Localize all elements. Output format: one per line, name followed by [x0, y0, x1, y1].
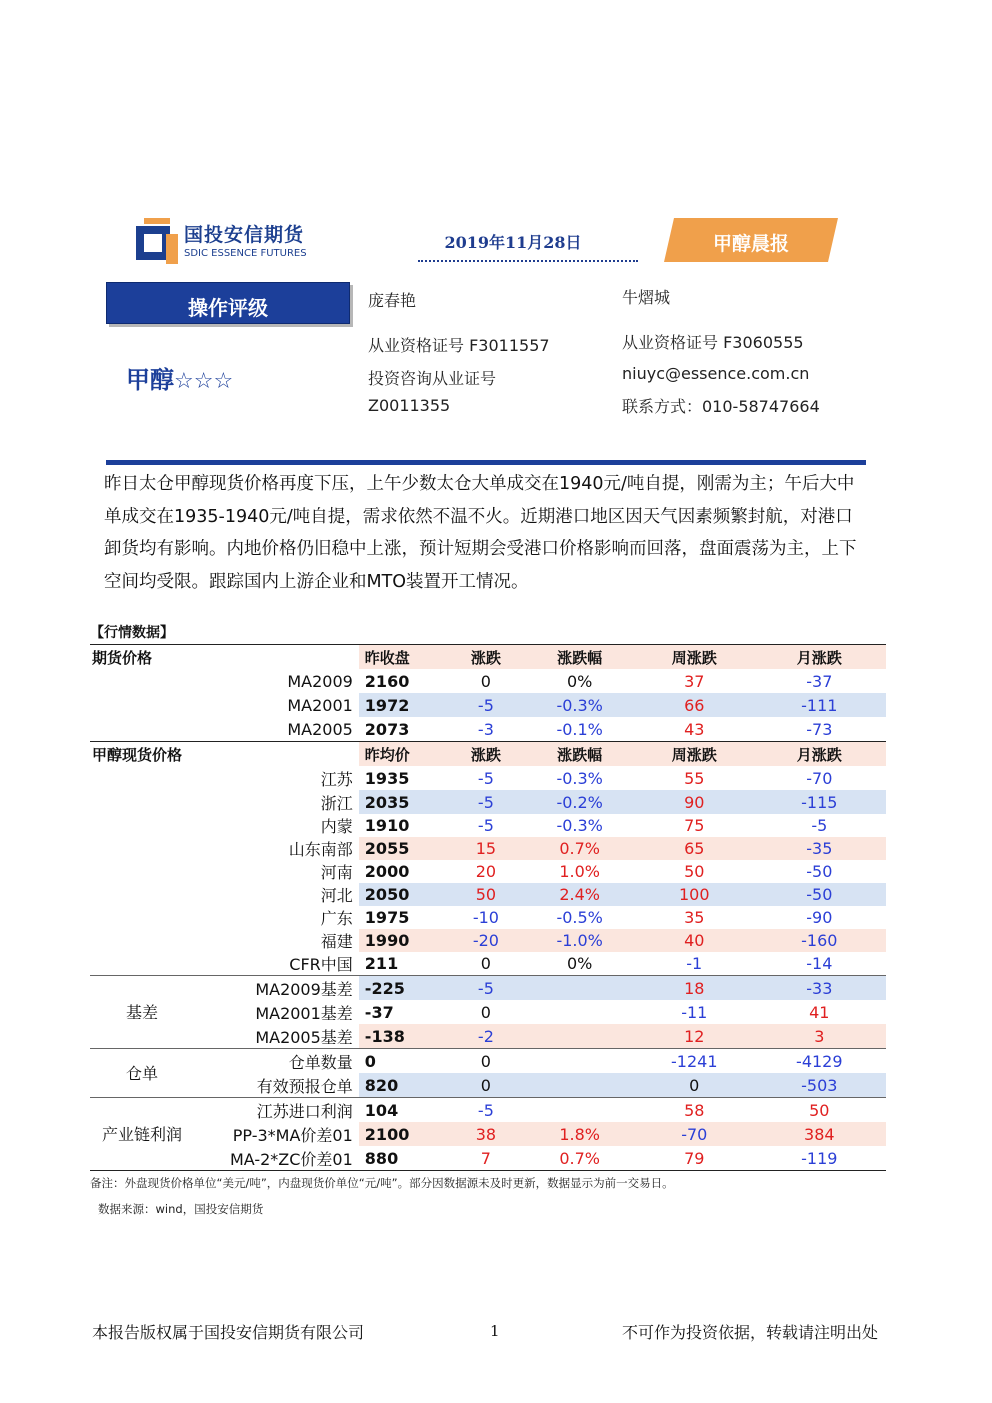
table-row: [90, 883, 886, 906]
table-row: [90, 976, 886, 1001]
row-label: MA2001: [287, 695, 353, 715]
row-change-c: -11: [681, 1002, 708, 1022]
row-label-text: MA2005基差: [255, 1027, 353, 1047]
row-change-b: 0%: [566, 954, 593, 973]
column-header: 周涨跌: [636, 742, 753, 767]
row-change-c: 50: [684, 862, 705, 881]
row-change-c: 75: [684, 816, 705, 835]
row-change-a: -5: [448, 976, 523, 1001]
row-change-d: -90: [806, 908, 833, 927]
analyst-2-phone: 联系方式：010-58747664: [622, 397, 820, 416]
row-change-b: -0.3%: [556, 768, 603, 788]
row-label: [90, 1073, 359, 1098]
column-header: 涨跌: [448, 645, 523, 670]
group-label: 基差: [125, 1003, 158, 1022]
row-change-c: 90: [636, 790, 753, 814]
star-rating-icon: ☆☆☆: [174, 369, 234, 394]
row-value: 2160: [364, 671, 410, 691]
row-change-c: 12: [636, 1024, 753, 1049]
rating-label: 操作评级: [188, 296, 268, 320]
column-header: 涨跌幅: [523, 742, 636, 767]
row-value: -138: [359, 1024, 449, 1049]
column-header: 昨收盘: [359, 645, 449, 670]
group-label: 产业链利润: [101, 1125, 182, 1144]
row-change-a: -5: [448, 790, 523, 814]
market-summary: 昨日太仓甲醇现货价格再度下压，上午少数太仓大单成交在1940元/吨自提，刚需为主；午后大中单成交在1935-1940元/吨自提，需求依然不温不火。近期港口地区因天气因素频繁封航，对港口卸货均有影响。内地价格仍旧稳中上涨，预计短期会受港口价格影响而回落，盘面震荡为主，上下空间均受限。跟踪国内上游企业和MTO装置开工情况。: [104, 474, 857, 592]
table-row: [90, 693, 886, 717]
table-header-row: [90, 645, 886, 670]
row-label-text: 有效预报仓单: [256, 1076, 353, 1096]
row-change-a: -5: [477, 816, 494, 835]
row-change-c: 100: [636, 883, 753, 906]
row-change-a: -20: [448, 929, 523, 952]
logo-cn-text: 国投安信期货: [184, 224, 305, 246]
logo-en-text: SDIC ESSENCE FUTURES: [184, 248, 307, 259]
row-label: 河南: [320, 863, 353, 882]
row-change-a: 38: [448, 1122, 523, 1146]
row-change-b: [523, 976, 636, 1001]
analyst-2-cert: 从业资格证号 F3060555: [622, 333, 804, 352]
row-label: MA2009: [287, 671, 353, 691]
row-change-b: [523, 1000, 636, 1024]
row-change-d: -111: [753, 693, 886, 717]
row-change-a: 0: [480, 671, 491, 691]
row-change-d: -37: [806, 671, 833, 691]
row-label-text: 仓单数量: [288, 1052, 353, 1072]
table-row: [90, 1049, 886, 1074]
row-change-b: 2.4%: [523, 883, 636, 906]
row-value: 1910: [364, 816, 410, 835]
product-rating: [126, 360, 233, 395]
row-label-text: MA2001基差: [255, 1003, 353, 1023]
market-data-table: [90, 622, 886, 1217]
row-label: MA2005: [287, 719, 353, 739]
column-header: 月涨跌: [753, 742, 886, 767]
row-value: 1935: [364, 768, 410, 788]
row-change-d: -5: [811, 816, 828, 835]
section-divider: [106, 460, 866, 465]
row-change-d: 384: [753, 1122, 886, 1146]
row-change-a: -3: [477, 719, 494, 739]
row-change-b: 0.7%: [523, 837, 636, 860]
rating-label-box: [106, 282, 350, 324]
row-change-b: -0.3%: [523, 693, 636, 717]
row-change-b: [523, 1098, 636, 1123]
row-value: 880: [359, 1146, 449, 1171]
row-value: 104: [359, 1098, 449, 1123]
column-header: 涨跌幅: [523, 645, 636, 670]
analyst-1-cert: 从业资格证号 F3011557: [368, 336, 550, 355]
report-date: 2019年11月28日: [444, 233, 582, 252]
table-row: [90, 1073, 886, 1098]
row-value: 820: [359, 1073, 449, 1098]
table-note: 备注：外盘现货价格单位“美元/吨”，内盘现货价单位“元/吨”。部分因数据源未及时更新，数据显示为前一交易日。: [90, 1176, 674, 1190]
row-change-b: [523, 1049, 636, 1074]
row-change-d: -160: [753, 929, 886, 952]
row-change-c: -70: [636, 1122, 753, 1146]
analyst-2-email[interactable]: niuyc@essence.com.cn: [622, 364, 810, 383]
table-row: [90, 1122, 886, 1146]
row-value: 2055: [359, 837, 449, 860]
row-label: [90, 1024, 359, 1049]
report-tag: [664, 218, 838, 262]
row-label: [90, 1049, 359, 1083]
row-label-text: PP-3*MA价差01: [232, 1125, 353, 1145]
row-change-d: -14: [806, 954, 833, 973]
analyst-2-name: 牛熠城: [622, 288, 671, 307]
page-number: 1: [490, 1322, 500, 1340]
row-label: 江苏: [320, 769, 353, 789]
table-row: [90, 837, 886, 860]
row-change-d: 3: [753, 1024, 886, 1049]
row-change-b: [523, 1073, 636, 1098]
data-source: 数据来源：wind，国投安信期货: [98, 1202, 264, 1216]
row-change-d: -50: [753, 883, 886, 906]
row-label-text: MA2009基差: [255, 979, 353, 999]
row-change-b: 1.0%: [559, 862, 600, 881]
date-underline: [418, 260, 638, 262]
row-change-a: 0: [448, 1049, 523, 1074]
row-change-a: 7: [448, 1146, 523, 1171]
row-label: 浙江: [320, 793, 353, 813]
row-change-c: 58: [636, 1098, 753, 1123]
row-change-a: 20: [475, 862, 497, 881]
row-change-d: -73: [806, 719, 833, 739]
row-change-d: -35: [753, 837, 886, 860]
row-value: 1972: [359, 693, 449, 717]
column-header: 周涨跌: [636, 645, 753, 670]
row-change-d: 50: [753, 1098, 886, 1123]
analyst-1-consult-label: 投资咨询从业证号: [368, 369, 497, 388]
row-change-a: -10: [472, 908, 499, 927]
row-label: CFR中国: [289, 955, 353, 974]
row-change-b: -0.1%: [556, 719, 603, 739]
row-label: 福建: [320, 932, 353, 951]
row-value: -225: [359, 976, 449, 1001]
row-change-d: 41: [809, 1002, 830, 1022]
row-change-a: -2: [448, 1024, 523, 1049]
analyst-1-name: 庞春艳: [368, 291, 417, 310]
row-change-a: 0: [480, 954, 491, 973]
row-change-c: -1241: [636, 1049, 753, 1074]
market-data-grid: [90, 644, 886, 1171]
row-label: [90, 1000, 359, 1024]
table-row: [90, 929, 886, 952]
row-change-a: 0: [448, 1073, 523, 1098]
product-name: 甲醇: [126, 366, 174, 394]
row-change-a: 0: [480, 1002, 491, 1022]
row-change-b: -0.3%: [556, 816, 603, 835]
report-tag-text: 甲醇晨报: [712, 233, 789, 255]
row-change-d: -119: [753, 1146, 886, 1171]
row-label: 内蒙: [320, 817, 353, 836]
row-change-d: -33: [753, 976, 886, 1001]
row-label-text: 江苏进口利润: [256, 1101, 353, 1121]
table-row: [90, 717, 886, 742]
table-row: [90, 669, 886, 693]
row-value: 2050: [359, 883, 449, 906]
table-row: [90, 766, 886, 790]
row-change-c: 79: [636, 1146, 753, 1171]
row-change-a: 15: [448, 837, 523, 860]
table-row: [90, 1146, 886, 1171]
table-row: [90, 952, 886, 976]
row-change-c: 65: [636, 837, 753, 860]
row-value: 211: [364, 954, 399, 973]
table-row: [90, 1024, 886, 1049]
row-change-c: 66: [636, 693, 753, 717]
row-change-a: -5: [448, 693, 523, 717]
row-value: 0: [359, 1049, 449, 1074]
row-change-b: 0.7%: [523, 1146, 636, 1171]
table-row: [90, 790, 886, 814]
row-label: 广东: [320, 909, 353, 928]
row-change-d: -115: [753, 790, 886, 814]
row-change-c: 43: [684, 719, 705, 739]
row-change-a: -5: [477, 768, 494, 788]
row-change-c: -1: [686, 954, 703, 973]
analyst-1-consult-no: Z0011355: [368, 396, 451, 415]
row-change-d: -503: [753, 1073, 886, 1098]
row-change-c: 55: [684, 768, 705, 788]
table-title: 【行情数据】: [90, 625, 174, 641]
row-label: [90, 1122, 359, 1146]
row-change-c: 0: [636, 1073, 753, 1098]
table-row: [90, 1098, 886, 1123]
row-value: 2000: [364, 862, 410, 881]
row-change-b: 1.8%: [523, 1122, 636, 1146]
row-change-d: -70: [806, 768, 833, 788]
row-change-c: 37: [684, 671, 705, 691]
row-change-d: -50: [806, 862, 833, 881]
table-row: [90, 1000, 886, 1024]
row-change-b: -1.0%: [523, 929, 636, 952]
logo-mark-icon: [136, 218, 178, 264]
table-row: [90, 860, 886, 883]
row-value: -37: [364, 1002, 394, 1022]
table-row: [90, 906, 886, 929]
company-logo: [136, 216, 306, 268]
section-title: 期货价格: [90, 645, 359, 670]
row-label: 山东南部: [288, 840, 353, 859]
group-label: 仓单: [125, 1064, 158, 1083]
row-change-c: 35: [684, 908, 705, 927]
row-change-d: -4129: [753, 1049, 886, 1074]
row-label: [90, 1146, 359, 1171]
row-label-text: MA-2*ZC价差01: [229, 1149, 353, 1169]
table-row: [90, 814, 886, 837]
row-label: 河北: [320, 886, 353, 905]
column-header: 月涨跌: [753, 645, 886, 670]
section-title: 甲醇现货价格: [90, 742, 359, 767]
row-change-c: 40: [636, 929, 753, 952]
footer-disclaimer: 不可作为投资依据，转载请注明出处: [622, 1323, 879, 1342]
table-header-row: [90, 742, 886, 767]
column-header: 涨跌: [448, 742, 523, 767]
footer-copyright: 本报告版权属于国投安信期货有限公司: [92, 1323, 365, 1342]
row-change-b: [523, 1024, 636, 1049]
column-header: 昨均价: [359, 742, 449, 767]
row-change-c: 18: [636, 976, 753, 1001]
row-value: 1975: [364, 908, 410, 927]
row-value: 2035: [359, 790, 449, 814]
row-change-a: 50: [448, 883, 523, 906]
row-change-b: -0.2%: [523, 790, 636, 814]
row-value: 1990: [359, 929, 449, 952]
row-value: 2100: [359, 1122, 449, 1146]
row-value: 2073: [364, 719, 410, 739]
row-change-a: -5: [448, 1098, 523, 1123]
row-change-b: 0%: [566, 671, 593, 691]
row-change-b: -0.5%: [556, 908, 603, 927]
